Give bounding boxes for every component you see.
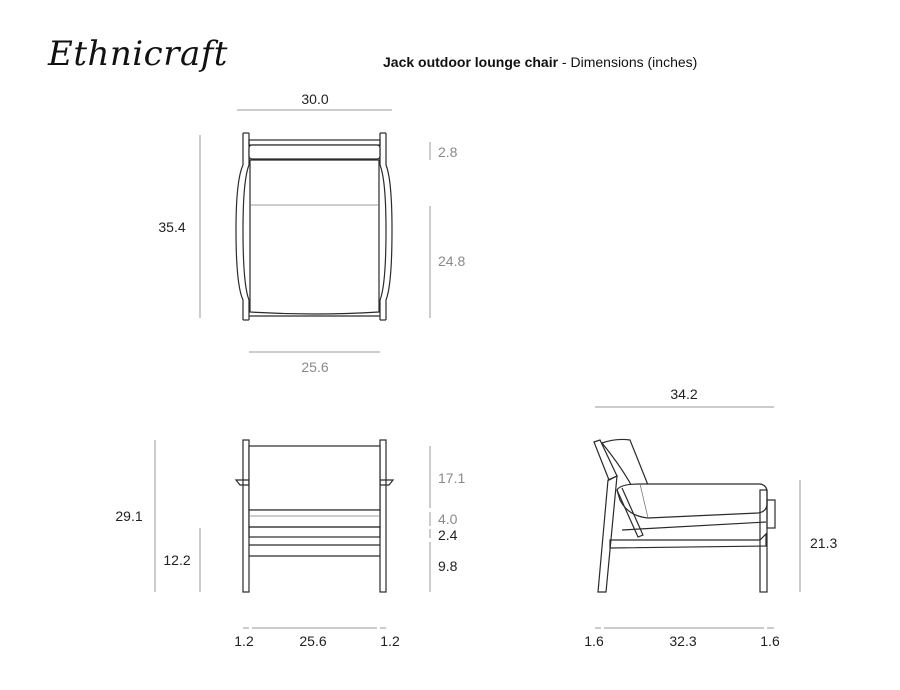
front-frame-rail-label: 2.4: [438, 527, 458, 543]
front-seat-cushion-label: 4.0: [438, 511, 458, 527]
side-leg-back-label: 1.6: [760, 633, 780, 649]
front-height-label: 29.1: [115, 508, 143, 524]
top-inner-width-label: 25.6: [301, 359, 329, 375]
product-name: Jack outdoor lounge chair: [383, 54, 559, 70]
top-width-label: 30.0: [301, 91, 329, 107]
top-depth-label: 35.4: [158, 219, 186, 235]
front-back-height-label: 17.1: [438, 470, 466, 486]
side-depth-label: 34.2: [670, 386, 698, 402]
side-view: [584, 386, 837, 649]
brand-logo: Ethnicraft: [48, 34, 228, 74]
side-view-chair-drawing: [594, 439, 775, 592]
title-separator: -: [558, 54, 571, 70]
top-view: [158, 91, 465, 375]
title-subtitle: Dimensions (inches): [570, 54, 698, 70]
front-view-chair-drawing: [236, 440, 393, 592]
side-inner-depth-label: 32.3: [669, 633, 697, 649]
front-clearance-label: 9.8: [438, 558, 458, 574]
side-leg-front-label: 1.6: [584, 633, 604, 649]
side-arm-height-label: 21.3: [810, 535, 838, 551]
top-view-chair-drawing: [236, 133, 392, 320]
top-back-cushion-label: 2.8: [438, 144, 458, 160]
top-seat-depth-label: 24.8: [438, 253, 466, 269]
front-leg-right-label: 1.2: [380, 633, 400, 649]
front-leg-left-label: 1.2: [234, 633, 254, 649]
front-view: [115, 440, 465, 649]
front-inner-width-label: 25.6: [299, 633, 327, 649]
front-arm-height-label: 12.2: [163, 552, 191, 568]
